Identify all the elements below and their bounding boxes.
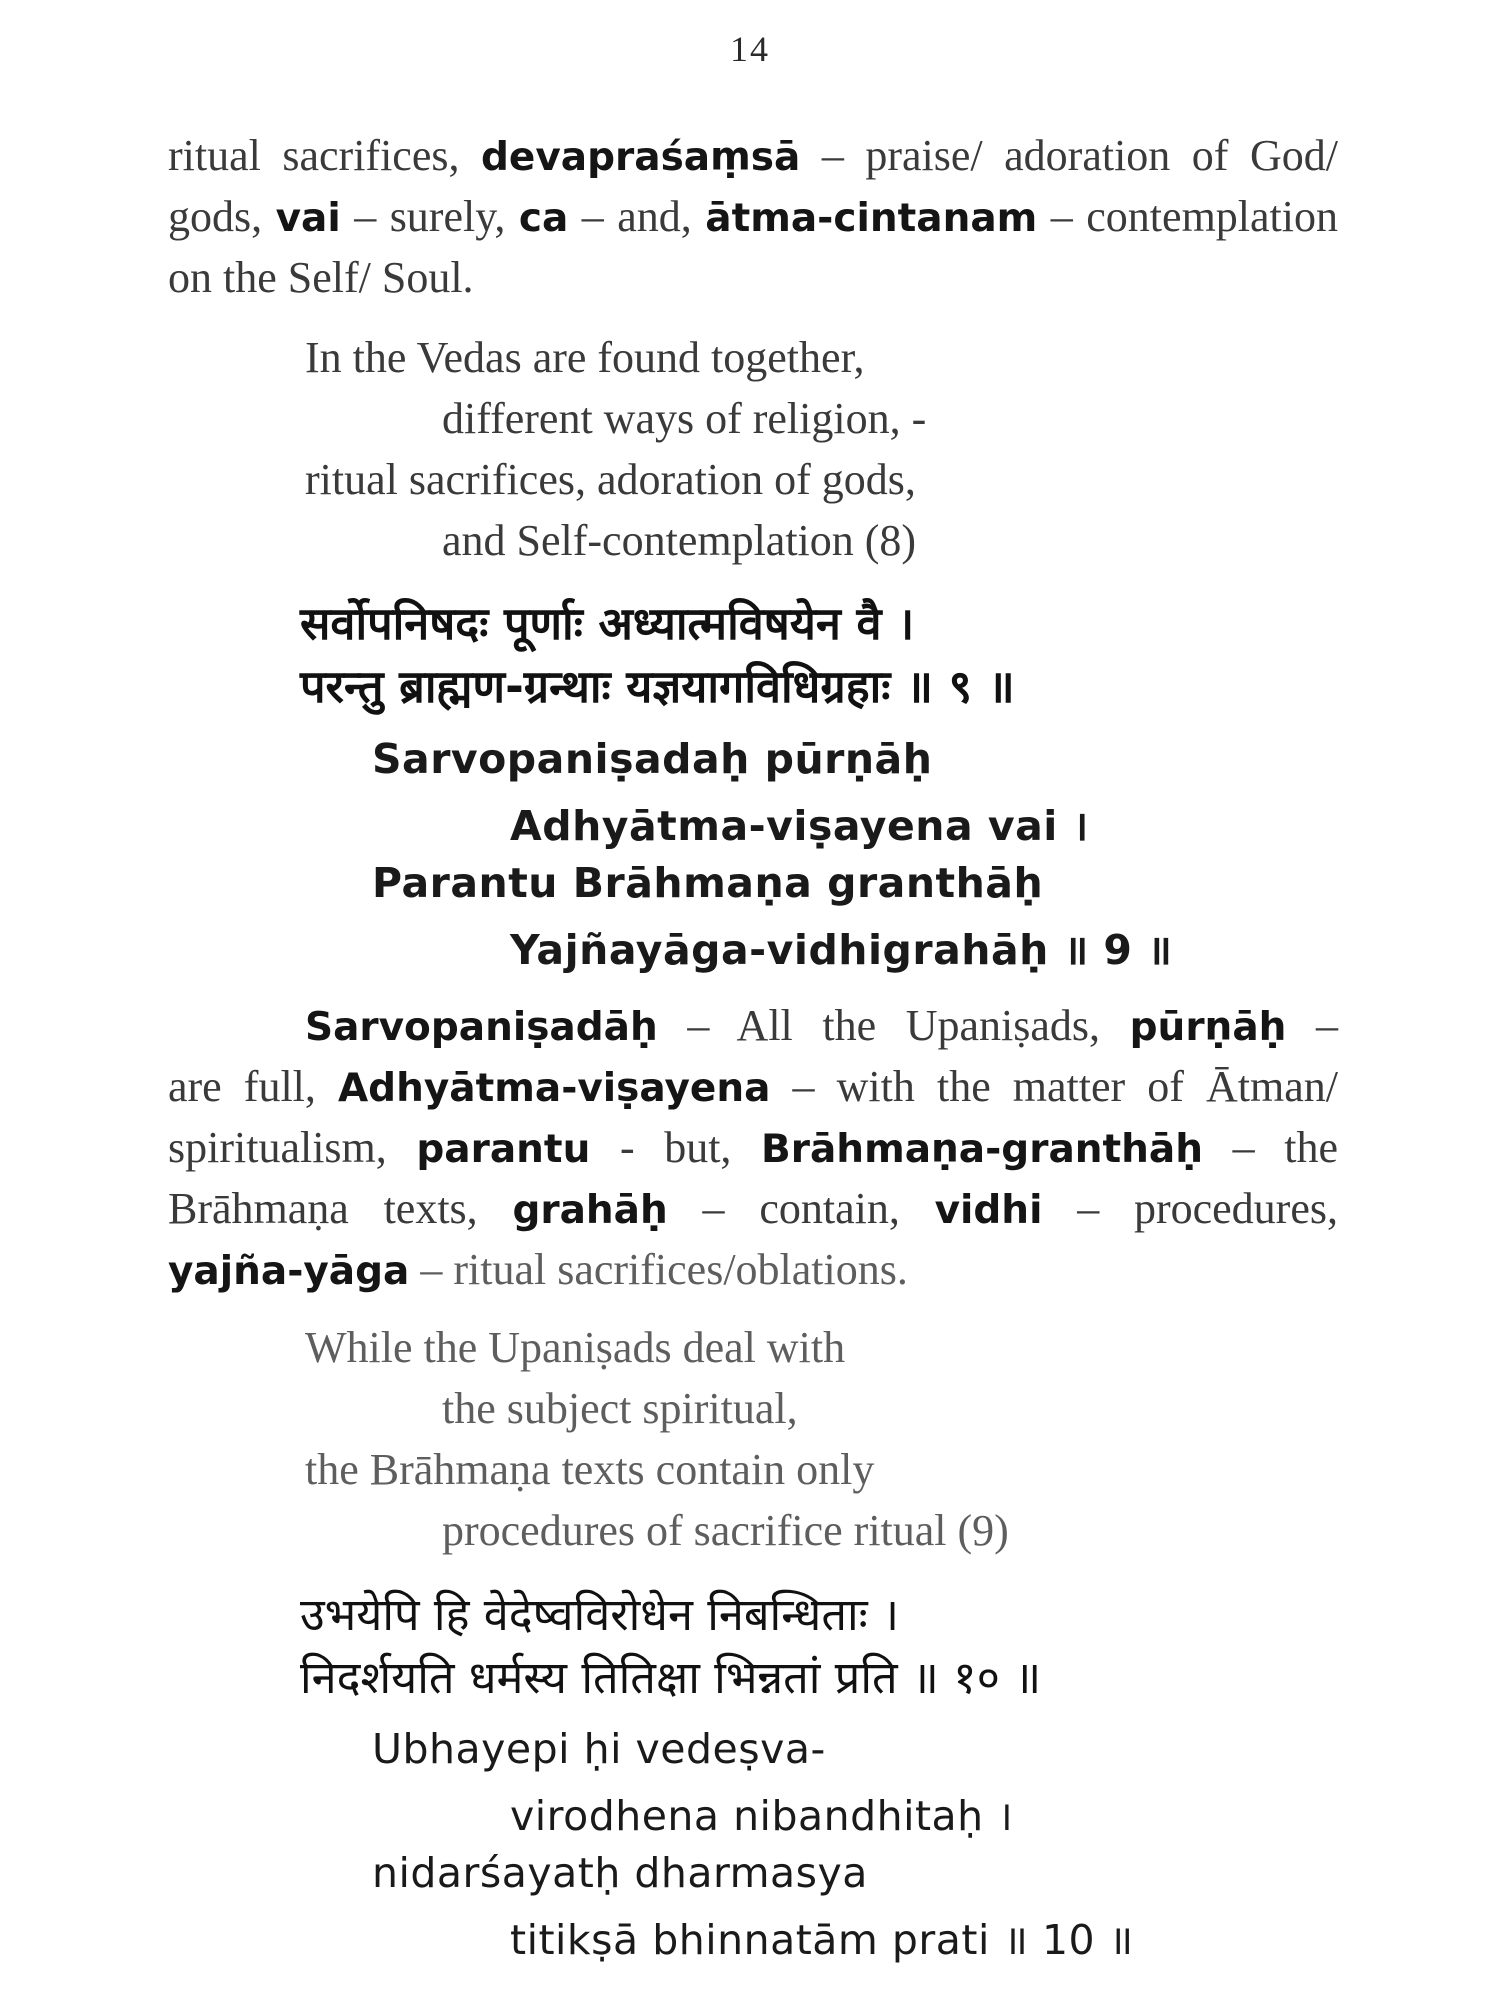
term: vai bbox=[275, 196, 341, 241]
para2-line-5 bbox=[168, 1244, 908, 1295]
term: parantu bbox=[416, 1127, 591, 1172]
verse8-line-4: and Self-contemplation (8) bbox=[442, 516, 917, 565]
para1-line-1 bbox=[168, 130, 1338, 181]
text-run: – bbox=[1286, 1001, 1339, 1050]
page-number: 14 bbox=[730, 29, 770, 69]
para2-line-1 bbox=[305, 1000, 1338, 1051]
term: Brāhmaṇa-granthāḥ bbox=[761, 1127, 1204, 1172]
sanskrit9-line-1: सर्वोपनिषदः पूर्णाः अध्यात्मविषयेन वै । bbox=[300, 597, 915, 650]
text-run: ritual sacrifices, bbox=[168, 131, 482, 180]
text-run: – contain, bbox=[667, 1184, 935, 1233]
text-run: spiritualism, bbox=[168, 1123, 417, 1172]
para2-line-2 bbox=[168, 1061, 1338, 1112]
text-run: – contemplation bbox=[1037, 192, 1338, 241]
text-run: on the Self/ Soul. bbox=[168, 253, 474, 302]
text-run: – and, bbox=[568, 192, 706, 241]
text-run: – ritual sacrifices/oblations. bbox=[409, 1245, 908, 1294]
term: vidhi bbox=[934, 1188, 1043, 1233]
verse8-line-1: In the Vedas are found together, bbox=[305, 333, 865, 382]
para1-line-2 bbox=[168, 191, 1338, 242]
para1-line-3 bbox=[168, 252, 474, 303]
term: Sarvopaniṣadāḥ bbox=[305, 1005, 658, 1050]
term: pūrṇāḥ bbox=[1129, 1005, 1287, 1050]
text-run: Brāhmaṇa texts, bbox=[168, 1184, 513, 1233]
text-run: are full, bbox=[168, 1062, 338, 1111]
text-run: – praise/ adoration of God/ bbox=[800, 131, 1338, 180]
text-run: - but, bbox=[590, 1123, 762, 1172]
term: yajña-yāga bbox=[168, 1249, 410, 1294]
verse9-line-4: procedures of sacrifice ritual (9) bbox=[442, 1506, 1009, 1555]
translit9-line-1: Sarvopaniṣadaḥ pūrṇāḥ bbox=[372, 735, 933, 783]
verse9-line-2: the subject spiritual, bbox=[442, 1384, 798, 1433]
text-run: – the bbox=[1203, 1123, 1338, 1172]
text-run: – procedures, bbox=[1042, 1184, 1338, 1233]
translit9-line-4: Yajñayāga-vidhigrahāḥ ॥ 9 ॥ bbox=[510, 926, 1173, 974]
verse8-line-3: ritual sacrifices, adoration of gods, bbox=[305, 455, 916, 504]
verse9-line-3: the Brāhmaṇa texts contain only bbox=[305, 1445, 875, 1494]
translit9-line-3: Parantu Brāhmaṇa granthāḥ bbox=[372, 859, 1044, 907]
term: grahāḥ bbox=[512, 1188, 668, 1233]
text-run: – with the matter of Ātman/ bbox=[770, 1062, 1339, 1111]
translit10-line-2: virodhena nibandhitaḥ । bbox=[510, 1792, 1014, 1840]
term: devapraśaṃsā bbox=[481, 135, 801, 180]
text-run: – surely, bbox=[340, 192, 519, 241]
text-run: – All the Upaniṣads, bbox=[657, 1001, 1130, 1050]
sanskrit9-line-2: परन्तु ब्राह्मण-ग्रन्थाः यज्ञयागविधिग्रहाः ॥ ९ ॥ bbox=[300, 660, 1015, 713]
text-run: gods, bbox=[168, 192, 276, 241]
verse8-line-2: different ways of religion, - bbox=[442, 394, 927, 443]
term: Adhyātma-viṣayena bbox=[338, 1066, 771, 1111]
verse9-line-1: While the Upaniṣads deal with bbox=[305, 1323, 846, 1372]
sanskrit10-line-2: निदर्शयति धर्मस्य तितिक्षा भिन्नतां प्रति ॥ १० ॥ bbox=[300, 1651, 1042, 1704]
term: ca bbox=[518, 196, 569, 241]
translit9-line-2: Adhyātma-viṣayena vai । bbox=[510, 802, 1089, 850]
translit10-line-1: Ubhayepi ḥi vedeṣva- bbox=[372, 1725, 826, 1773]
translit10-line-4: titikṣā bhinnatām prati ॥ 10 ॥ bbox=[510, 1916, 1134, 1964]
para2-line-4 bbox=[168, 1183, 1338, 1234]
translit10-line-3: nidarśayatḥ dharmasya bbox=[372, 1849, 868, 1897]
para2-line-3 bbox=[168, 1122, 1338, 1173]
term: ātma-cintanam bbox=[705, 196, 1038, 241]
sanskrit10-line-1: उभयेपि हि वेदेष्वविरोधेन निबन्धिताः । bbox=[300, 1588, 900, 1641]
